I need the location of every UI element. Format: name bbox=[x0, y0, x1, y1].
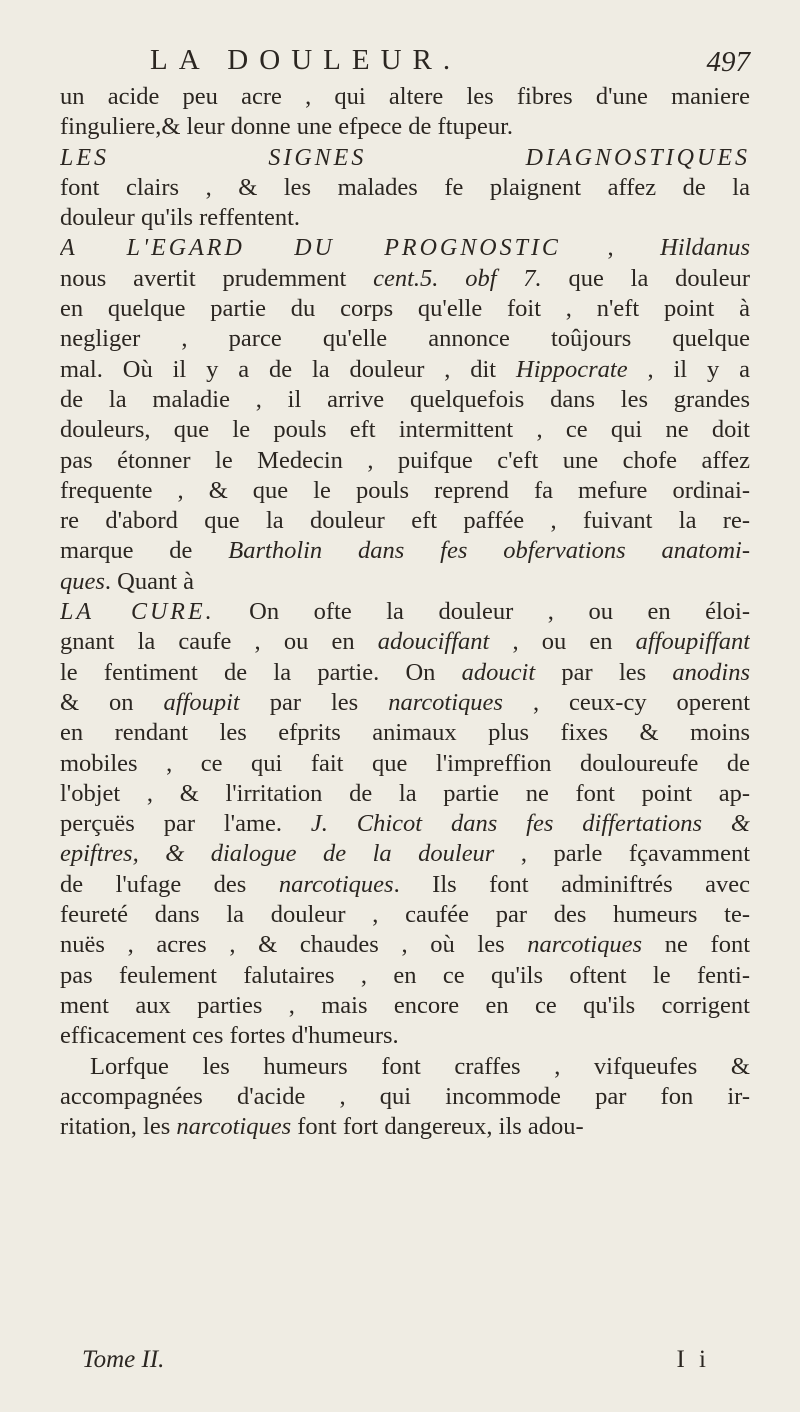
text-run: . Quant à bbox=[104, 567, 195, 595]
italic-text: affoupiffant bbox=[635, 628, 750, 656]
text-line bbox=[60, 233, 750, 263]
italic-text: narcotiques bbox=[527, 931, 643, 959]
text-run: un acide peu acre , qui altere les fibres d'une maniere bbox=[60, 83, 750, 110]
text-line bbox=[60, 536, 750, 566]
italic-text: narcotiques bbox=[388, 688, 503, 716]
text-run: feureté dans la douleur , caufée par des humeurs te- bbox=[60, 901, 750, 929]
text-run: Lorfque les humeurs font craffes , vifqueufes & bbox=[90, 1052, 750, 1080]
text-run: mal. Où il y a de la douleur , dit bbox=[60, 355, 516, 383]
text-run: . Ils font adminiftrés avec bbox=[393, 870, 750, 898]
text-run: mobiles , ce qui fait que l'impreffion douloureufe de bbox=[60, 749, 750, 777]
text-run: de la maladie , il arrive quelquefois dans les grandes bbox=[60, 385, 750, 413]
italic-text: narcotiques bbox=[278, 870, 394, 898]
text-run: perçuës par l'ame. bbox=[60, 810, 311, 838]
text-line bbox=[60, 294, 750, 324]
running-head bbox=[150, 44, 750, 80]
section-heading: LA CURE. bbox=[60, 599, 215, 626]
italic-text: anodins bbox=[672, 658, 750, 686]
italic-text: Hippocrate bbox=[516, 355, 628, 383]
text-line bbox=[60, 506, 750, 536]
text-run: finguliere,& leur donne une efpece de ftupeur. bbox=[60, 113, 514, 141]
text-line bbox=[60, 203, 750, 233]
page-number: 497 bbox=[706, 46, 750, 78]
text-line bbox=[60, 658, 750, 688]
text-line bbox=[60, 900, 750, 930]
italic-text: narcotiques bbox=[176, 1113, 292, 1141]
text-run: & on bbox=[60, 688, 164, 716]
text-line bbox=[60, 1112, 750, 1142]
text-run: par les bbox=[239, 688, 389, 716]
page-footer bbox=[82, 1346, 710, 1382]
text-run: par les bbox=[535, 658, 673, 686]
text-run: douleur qu'ils reffentent. bbox=[60, 204, 301, 232]
text-line bbox=[60, 112, 750, 142]
text-run: douleurs, que le pouls eft intermittent , ce qui ne doit bbox=[60, 416, 750, 444]
text-run: marque de bbox=[60, 537, 229, 565]
section-heading: A L'EGARD DU PROGNOSTIC bbox=[60, 235, 561, 262]
text-run: font clairs , & les malades fe plaignent affez de la bbox=[60, 173, 750, 201]
text-line bbox=[60, 264, 750, 294]
text-run: pas étonner le Medecin , puifque c'eft une chofe affez bbox=[60, 446, 750, 474]
text-line bbox=[60, 385, 750, 415]
text-run: font fort dangereux, ils adou- bbox=[291, 1113, 584, 1141]
italic-text: cent.5. obf 7. bbox=[373, 264, 542, 292]
text-run: efficacement ces fortes d'humeurs. bbox=[60, 1022, 399, 1050]
italic-text: adoucit bbox=[461, 658, 536, 686]
text-run: de l'ufage des bbox=[60, 870, 279, 898]
text-run: gnant la caufe , ou en bbox=[60, 628, 378, 656]
text-run: le fentiment de la partie. On bbox=[60, 658, 462, 686]
text-line bbox=[60, 415, 750, 445]
text-line bbox=[60, 446, 750, 476]
text-run: en quelque partie du corps qu'elle foit , n'eft point à bbox=[60, 295, 750, 323]
italic-text: Hildanus bbox=[660, 234, 750, 262]
text-line bbox=[60, 991, 750, 1021]
italic-text: adouciffant bbox=[377, 628, 490, 656]
italic-text: J. Chicot dans fes differtations & bbox=[310, 810, 750, 838]
running-title: LA DOULEUR. bbox=[150, 44, 462, 76]
text-line bbox=[60, 961, 750, 991]
text-line bbox=[60, 143, 750, 173]
text-line bbox=[60, 718, 750, 748]
text-line bbox=[60, 324, 750, 354]
text-run: , il y a bbox=[627, 355, 750, 383]
text-run: , ceux-cy operent bbox=[502, 688, 750, 716]
text-run: pas feulement falutaires , en ce qu'ils oftent le fenti- bbox=[60, 961, 750, 989]
italic-text: Bartholin dans fes obfervations anatomi- bbox=[228, 537, 750, 565]
text-line bbox=[60, 839, 750, 869]
text-run: re d'abord que la douleur eft paffée , fuivant la re- bbox=[60, 507, 750, 535]
volume-label: Tome II. bbox=[82, 1346, 165, 1373]
text-line bbox=[60, 1021, 750, 1051]
text-line bbox=[60, 930, 750, 960]
text-line bbox=[60, 597, 750, 627]
text-run: en rendant les efprits animaux plus fixes & moins bbox=[60, 719, 750, 747]
text-line bbox=[60, 870, 750, 900]
text-line bbox=[60, 355, 750, 385]
text-run: ritation, les bbox=[60, 1113, 177, 1141]
text-run: l'objet , & l'irritation de la partie ne font point ap- bbox=[60, 779, 750, 807]
text-line bbox=[60, 688, 750, 718]
text-run: , bbox=[560, 234, 661, 262]
text-run: ne font bbox=[642, 931, 750, 959]
text-run: que la douleur bbox=[541, 264, 750, 292]
text-run: accompagnées d'acide , qui incommode par fon ir- bbox=[60, 1082, 750, 1110]
text-run: ment aux parties , mais encore en ce qu'ils corrigent bbox=[60, 991, 750, 1019]
text-run: On ofte la douleur , ou en éloi- bbox=[214, 598, 750, 626]
section-heading: LES SIGNES DIAGNOSTIQUES bbox=[60, 144, 750, 171]
text-run: nuës , acres , & chaudes , où les bbox=[60, 931, 528, 959]
body-text bbox=[60, 82, 750, 1142]
text-line bbox=[60, 627, 750, 657]
text-line bbox=[60, 1052, 750, 1082]
text-line bbox=[60, 173, 750, 203]
text-line bbox=[60, 567, 750, 597]
text-line bbox=[60, 1082, 750, 1112]
italic-text: ques bbox=[60, 567, 105, 595]
text-run: negliger , parce qu'elle annonce toûjours quelque bbox=[60, 325, 750, 353]
text-run: , ou en bbox=[489, 628, 636, 656]
text-line bbox=[60, 82, 750, 112]
italic-text: affoupit bbox=[163, 688, 240, 716]
text-line bbox=[60, 779, 750, 809]
signature-mark: I i bbox=[676, 1346, 710, 1373]
text-run: , parle fçavamment bbox=[494, 840, 750, 868]
text-line bbox=[60, 749, 750, 779]
text-line bbox=[60, 476, 750, 506]
italic-text: epiftres, & dialogue de la douleur bbox=[60, 840, 495, 868]
text-run: frequente , & que le pouls reprend fa mefure ordinai- bbox=[60, 476, 750, 504]
text-run: nous avertit prudemment bbox=[60, 264, 374, 292]
text-line bbox=[60, 809, 750, 839]
